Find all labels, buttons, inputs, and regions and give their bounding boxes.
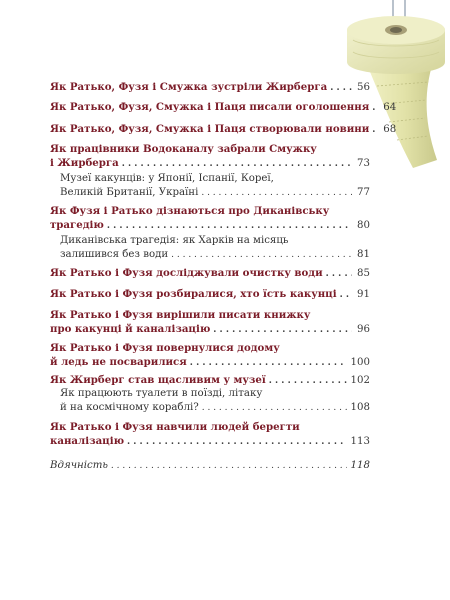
toc-title: Як Ратько і Фузя вирішили писати книжку [50,309,311,321]
dot-leader [201,186,352,200]
toc-page-number: 118 [350,460,370,471]
toc-entry[interactable] [50,266,370,280]
toc-title: Як Фузя і Ратько дізнаються про Диканівську [50,205,330,217]
dot-leader [372,100,378,115]
toc-entry[interactable] [50,80,370,94]
toc-entry[interactable] [50,204,370,232]
toc-page-number: 85 [357,268,370,279]
toc-title: Як Ратько, Фузя, Смужка і Паця створювали новини [50,123,370,135]
toc-title: Диканівська трагедія: як Харків на місяць [60,235,289,246]
toc-subentry[interactable] [60,234,370,262]
dot-leader [122,156,352,171]
toc-title: каналізацію [50,435,125,447]
toc-page-number: 108 [350,402,370,413]
toc-title: Як Ратько і Фузя навчили людей берегти [50,421,300,433]
dot-leader [213,322,352,337]
toc-page-number: 77 [357,187,370,198]
toc-title: трагедію [50,219,104,231]
toc-title: Як Ратько і Фузя повернулися додому [50,342,280,354]
toc-title: про какунці й каналізацію [50,323,211,335]
toc-title: Як працюють туалети в поїзді, літаку [60,388,263,399]
toc-entry[interactable] [50,308,370,336]
toc-subentry[interactable] [60,387,370,415]
toc-title: Музеї какунців: у Японії, Іспанії, Кореї, [60,173,274,184]
toc-entry-acknowledgements[interactable] [50,459,370,473]
toc-title: й ледь не посварилися [50,356,187,368]
toc-page-number: 73 [357,158,370,169]
toc-page-number: 80 [357,220,370,231]
toc-page-number: 81 [357,249,370,260]
toc-title: Як Ратько і Фузя розбиралися, хто їсть какунці [50,288,337,300]
toc-title: Великій Британії, Україні [60,187,199,198]
toc-entry[interactable] [50,287,370,301]
dot-leader [190,355,347,370]
toc-title: Як працівники Водоканалу забрали Смужку [50,143,317,155]
dot-leader [330,80,352,95]
dot-leader [269,373,347,388]
toc-entry[interactable] [50,373,370,387]
dot-leader [111,459,347,473]
dot-leader [340,287,352,302]
toc-page-number: 91 [357,289,370,300]
toc-title: Як Ратько, Фузя, Смужка і Паця писали оголошення [50,101,370,113]
toc-page-number: 113 [350,436,370,447]
toc-entry[interactable] [50,100,397,114]
toc-title: і Жирберга [50,157,119,169]
dot-leader [202,401,347,415]
dot-leader [127,434,347,449]
toc-entry[interactable] [50,142,370,170]
toc-page-number: 102 [350,375,370,386]
toc-entry[interactable] [50,122,397,136]
toc-subentry[interactable] [60,172,370,200]
toc-title: Вдячність [50,460,108,471]
toc-entry[interactable] [50,341,370,369]
toc-page-number: 56 [357,82,370,93]
dot-leader [372,122,378,137]
dot-leader [171,248,352,262]
toc-page-number: 96 [357,324,370,335]
dot-leader [326,266,352,281]
dot-leader [107,218,352,233]
toc-page-number: 68 [383,124,397,135]
toc-entry[interactable] [50,420,370,448]
toc-title: Як Ратько, Фузя і Смужка зустріли Жирберга [50,81,328,93]
toc-title: Як Ратько і Фузя досліджували очистку води [50,267,323,279]
toc-title: залишився без води [60,249,169,260]
toc-title: Як Жирберг став щасливим у музеї [50,374,266,386]
toc-page-number: 64 [383,102,397,113]
toc-title: й на космічному кораблі? [60,402,199,413]
toc-page-number: 100 [350,357,370,368]
